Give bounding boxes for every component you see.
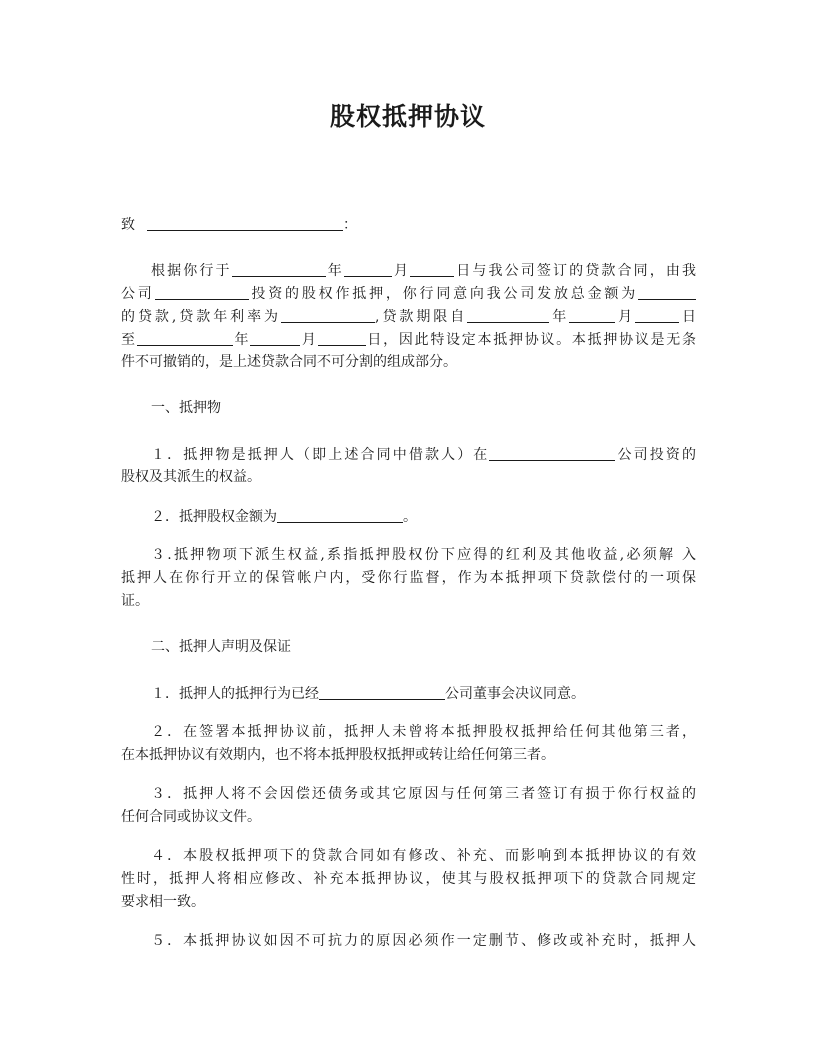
salutation-prefix: 致 xyxy=(121,217,135,233)
interest-rate-blank[interactable] xyxy=(281,305,375,323)
s2-clause-3-line-1: ３．抵押人将不会因偿还债务或其它原因与任何第三者签订有损于你行权益的 xyxy=(151,786,696,802)
page-title: 股权抵押协议 xyxy=(329,102,486,131)
s2-clause-2-line-1: ２．在签署本抵押协议前，抵押人未曾将本抵押股权抵押给任何其他第三者， xyxy=(151,724,696,740)
s2-clause-5-line-1: ５．本抵押协议如因不可抗力的原因必须作一定删节、修改或补充时，抵押人 xyxy=(151,933,696,949)
s1-clause-3 xyxy=(121,544,696,613)
intro-line-5: 件不可撤销的，是上述贷款合同不可分割的组成部分。 xyxy=(121,354,457,370)
sign-year-blank[interactable] xyxy=(232,259,326,277)
salutation-line xyxy=(121,213,696,236)
document-body xyxy=(121,213,696,953)
end-year-blank[interactable] xyxy=(137,328,233,346)
equity-amount-blank[interactable] xyxy=(277,505,403,523)
intro-line-1: 根据你行于 年 月 日与我公司签订的贷款合同，由我 xyxy=(121,259,696,282)
s2-clause-5 xyxy=(121,930,696,953)
board-company-blank[interactable] xyxy=(319,682,445,700)
start-month-blank[interactable] xyxy=(569,305,615,323)
company-blank[interactable] xyxy=(155,282,249,300)
loan-amount-blank[interactable] xyxy=(638,282,696,300)
start-year-blank[interactable] xyxy=(467,305,549,323)
s2-clause-1: １．抵押人的抵押行为已经 公司董事会决议同意。 xyxy=(121,682,696,705)
s2-clause-3 xyxy=(121,783,696,829)
salutation-suffix: ： xyxy=(343,217,357,233)
end-month-blank[interactable] xyxy=(250,328,300,346)
recipient-blank[interactable] xyxy=(147,213,343,231)
intro-line-3: 的贷款,贷款年利率为 ,贷款期限自 年 月 日 xyxy=(121,305,696,328)
s2-clause-4-line-2: 性时，抵押人将相应修改、补充本抵押协议，使其与股权抵押项下的贷款合同规定 xyxy=(121,871,696,887)
intro-line-2: 公司 投资的股权作抵押，你行同意向我公司发放总金额为 xyxy=(121,282,696,305)
s2-clause-2-line-2: 在本抵押协议有效期内，也不将本抵押股权抵押或转让给任何第三者。 xyxy=(121,747,555,763)
intro-paragraph xyxy=(121,259,696,374)
end-day-blank[interactable] xyxy=(318,328,366,346)
intro-line-4: 至 年 月 日，因此特设定本抵押协议。本抵押协议是无条 xyxy=(121,328,696,351)
section-1-heading: 一、抵押物 xyxy=(151,400,221,416)
s2-clause-2 xyxy=(121,721,696,767)
s2-clause-4 xyxy=(121,845,696,914)
s1-clause-1-line-2: 股权及其派生的权益。 xyxy=(121,469,261,485)
section-2-heading: 二、抵押人声明及保证 xyxy=(151,639,291,655)
s1-clause-1 xyxy=(121,443,696,489)
s1-clause-2: ２．抵押股权金额为 。 xyxy=(121,505,696,528)
sign-month-blank[interactable] xyxy=(344,259,392,277)
s2-clause-4-line-3: 要求相一致。 xyxy=(121,894,205,910)
s1-clause-3-line-2: 抵押人在你行开立的保管帐户内，受你行监督，作为本抵押项下贷款偿付的一项保 xyxy=(121,570,696,586)
s1-clause-3-line-3: 证。 xyxy=(121,593,149,609)
invested-company-blank[interactable] xyxy=(489,443,615,461)
s2-clause-4-line-1: ４．本股权抵押项下的贷款合同如有修改、补充、而影响到本抵押协议的有效 xyxy=(151,848,696,864)
s1-clause-3-line-1: ３.抵押物项下派生权益,系指抵押股权份下应得的红利及其他收益,必须解 入 xyxy=(151,547,696,563)
s2-clause-3-line-2: 任何合同或协议文件。 xyxy=(121,809,261,825)
s1-clause-1-line-1: １．抵押物是抵押人（即上述合同中借款人）在 公司投资的 xyxy=(121,443,696,466)
start-day-blank[interactable] xyxy=(635,305,679,323)
sign-day-blank[interactable] xyxy=(410,259,454,277)
